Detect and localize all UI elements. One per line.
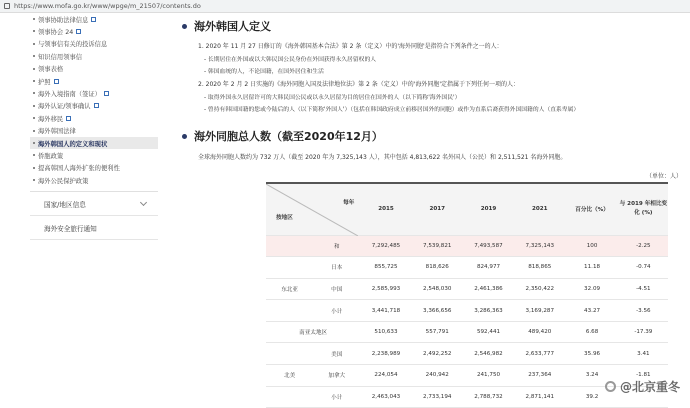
region-cell — [266, 386, 313, 408]
definition-2-bullet-1: - 取得外国永久居留许可的大韩民国公民或以永久居留为目的居住在国外的人（以下简称'海外国民'） — [204, 95, 461, 101]
sidebar-item-label: 海外认证/领事确认 — [38, 103, 91, 111]
table-cell: 2,871,141 — [514, 386, 565, 408]
table-cell: -2.25 — [619, 235, 668, 257]
sidebar-item-label: 知识信用领事信 — [38, 53, 83, 61]
sidebar-item[interactable] — [30, 13, 158, 25]
sidebar-item-label: 海外入境指南（签证） — [38, 91, 101, 99]
region-cell — [266, 235, 313, 257]
region-cell — [266, 343, 313, 365]
sidebar-section-country-info[interactable] — [30, 192, 158, 216]
table-cell: 2,463,043 — [360, 386, 411, 408]
subregion-cell: 小计 — [313, 300, 360, 322]
table-cell: 3,286,363 — [463, 300, 514, 322]
column-header: 与 2019 年相比变化 (%) — [619, 183, 668, 235]
region-cell — [266, 257, 313, 279]
chevron-down-icon — [140, 199, 147, 206]
definition-2: 2. 2020 年 2 月 2 日实施的《海外同胞入国及法律地位法》第 2 条（定义）中的'海外同胞'定指属于下列任何一项的人： — [198, 81, 520, 88]
sidebar-item-label: 侨胞政策 — [38, 152, 64, 160]
bullet-icon — [182, 134, 187, 139]
sidebar-item[interactable] — [30, 63, 158, 75]
table-cell: 2,546,982 — [463, 343, 514, 365]
table-cell: 855,725 — [360, 257, 411, 279]
region-cell: 南亚太地区 — [266, 321, 360, 343]
table-row — [266, 235, 668, 257]
header-corner-top: 每年 — [343, 200, 355, 206]
subregion-cell: 中国 — [313, 278, 360, 300]
table-cell: 224,054 — [360, 365, 411, 387]
external-link-icon — [91, 17, 96, 22]
column-header: 百分比（%） — [565, 183, 618, 235]
address-bar[interactable] — [0, 0, 690, 13]
region-cell — [266, 300, 313, 322]
table-cell: 3,169,287 — [514, 300, 565, 322]
column-header: 2021 — [514, 183, 565, 235]
table-cell: 2,492,252 — [412, 343, 463, 365]
table-cell: 241,750 — [463, 365, 514, 387]
region-cell: 东北亚 — [266, 278, 313, 300]
sidebar-item-label: 领事协助法律信息 — [38, 16, 89, 24]
sidebar-item-label: 护照 — [38, 78, 51, 86]
url-text[interactable]: https://www.mofa.go.kr/www/wpge/m_21507/contents.do — [14, 2, 201, 10]
sidebar-item[interactable] — [30, 112, 158, 124]
sidebar-item[interactable] — [30, 100, 158, 112]
table-cell: 237,364 — [514, 365, 565, 387]
definition-2-bullet-2: - 曾持有韩国国籍的您或今陆后的人（以下简称'外国人'）（包括在韩国政府成立前移居国外的同胞）或作为直系后裔获得外国国籍的人（直系卑属） — [204, 107, 580, 113]
bullet-icon — [182, 24, 187, 29]
table-cell: 3.41 — [619, 343, 668, 365]
table-cell: 6.68 — [565, 321, 618, 343]
sidebar-item-label: 海外公民保护政策 — [38, 177, 89, 185]
table-row — [266, 343, 668, 365]
watermark-logo-icon — [605, 381, 616, 392]
sidebar-item-label: 海外韩国法律 — [38, 128, 76, 136]
subregion-cell: 和 — [313, 235, 360, 257]
external-link-icon — [104, 91, 109, 96]
sidebar-item[interactable] — [30, 25, 158, 37]
table-cell: 3,441,718 — [360, 300, 411, 322]
sidebar-item[interactable] — [30, 38, 158, 50]
sidebar-item-label: 海外移民 — [38, 115, 64, 123]
table-cell: 2,548,030 — [412, 278, 463, 300]
table-cell: 592,441 — [463, 321, 514, 343]
sidebar-item-label: 提高韩国人海外扩张的便利性 — [38, 165, 120, 173]
sidebar-item-label: 海外韩国人的定义和现状 — [38, 140, 108, 148]
sidebar-item[interactable] — [30, 174, 158, 186]
region-cell: 北美 — [266, 365, 313, 387]
table-cell: 32.09 — [565, 278, 618, 300]
definition-1: 1. 2020 年 11 月 27 日修订的《海外韩国基本合法》第 2 条（定义）中的'海外同胞'是指符合下列条件之一的人： — [198, 43, 503, 50]
column-header: 2015 — [360, 183, 411, 235]
population-summary: 全球海外同胞人数约为 732 万人（截至 2020 年为 7,325,143 人），其中包括 4,813,622 名外国人（公民）和 2,511,521 名海外同胞。 — [198, 154, 567, 161]
table-cell: 7,325,143 — [514, 235, 565, 257]
table-cell: 557,791 — [412, 321, 463, 343]
sidebar-item-label: 领事表格 — [38, 66, 64, 74]
external-link-icon — [94, 103, 99, 108]
table-cell: 2,788,732 — [463, 386, 514, 408]
column-header: 2017 — [412, 183, 463, 235]
sidebar-item[interactable] — [30, 75, 158, 87]
table-cell: 35.96 — [565, 343, 618, 365]
table-cell: 2,585,993 — [360, 278, 411, 300]
table-cell: 2,461,386 — [463, 278, 514, 300]
section-title-population: 海外同胞总人数（截至2020年12月） — [182, 128, 383, 144]
sidebar-section-travel-notice[interactable] — [30, 216, 158, 240]
sidebar-item-label: 与领事信有关的投诉信息 — [38, 41, 108, 49]
sidebar-item[interactable] — [30, 137, 158, 149]
sidebar-item[interactable] — [30, 162, 158, 174]
subregion-cell: 加拿大 — [313, 365, 360, 387]
table-cell: -3.56 — [619, 300, 668, 322]
table-cell: -4.51 — [619, 278, 668, 300]
table-cell: 818,626 — [412, 257, 463, 279]
definition-1-bullet-2: - 韩国血统的人，不论国籍，在国外居住和生活 — [204, 69, 324, 75]
sidebar — [30, 13, 158, 403]
definition-1-bullet-1: - 长期居住在外国或以大韩民国公民身份在外国获得永久居留权的人 — [204, 57, 377, 63]
sidebar-section-label: 国家/地区信息 — [44, 200, 86, 209]
section-title-definition: 海外韩国人定义 — [182, 18, 271, 34]
sidebar-list — [30, 13, 158, 186]
subregion-cell: 小计 — [313, 386, 360, 408]
watermark: @北京重冬 — [605, 378, 680, 395]
subregion-cell: 日本 — [313, 257, 360, 279]
main-content — [180, 13, 690, 403]
population-table-body — [266, 183, 668, 408]
table-cell: 2,733,194 — [412, 386, 463, 408]
table-cell: 11.18 — [565, 257, 618, 279]
table-cell: 240,942 — [412, 365, 463, 387]
unit-label: （单位：人） — [645, 173, 682, 180]
table-cell: 100 — [565, 235, 618, 257]
table-cell: -0.74 — [619, 257, 668, 279]
external-link-icon — [76, 29, 81, 34]
table-cell: 510,633 — [360, 321, 411, 343]
external-link-icon — [54, 79, 59, 84]
sidebar-item[interactable] — [30, 87, 158, 99]
table-row — [266, 278, 668, 300]
population-table — [266, 182, 668, 408]
table-row — [266, 300, 668, 322]
table-cell: -17.39 — [619, 321, 668, 343]
table-cell: 7,493,587 — [463, 235, 514, 257]
table-cell: 818,865 — [514, 257, 565, 279]
table-cell: 3.24 — [565, 365, 618, 387]
table-cell: 2,633,777 — [514, 343, 565, 365]
table-cell: 39.2 — [565, 386, 618, 408]
sidebar-section-label: 海外安全旅行通知 — [44, 224, 97, 233]
sidebar-item[interactable] — [30, 125, 158, 137]
table-row — [266, 321, 668, 343]
table-cell: 824,977 — [463, 257, 514, 279]
table-cell: 7,539,821 — [412, 235, 463, 257]
table-cell: -1.81 — [619, 365, 668, 387]
sidebar-item[interactable] — [30, 149, 158, 161]
sidebar-item-label: 领事协会 24 — [38, 29, 74, 37]
column-header: 2019 — [463, 183, 514, 235]
lock-icon — [4, 3, 10, 9]
sidebar-item[interactable] — [30, 50, 158, 62]
table-cell: 3,366,656 — [412, 300, 463, 322]
table-cell: 7,292,485 — [360, 235, 411, 257]
header-corner-cell — [266, 183, 360, 235]
header-corner-bottom: 按地区 — [276, 214, 293, 221]
external-link-icon — [66, 116, 71, 121]
table-cell: 43.27 — [565, 300, 618, 322]
table-cell: 2,238,989 — [360, 343, 411, 365]
table-cell: 2,350,422 — [514, 278, 565, 300]
table-cell: 489,420 — [514, 321, 565, 343]
table-row — [266, 257, 668, 279]
subregion-cell: 美国 — [313, 343, 360, 365]
diagonal-line — [266, 184, 358, 236]
table-header-row — [266, 183, 668, 235]
